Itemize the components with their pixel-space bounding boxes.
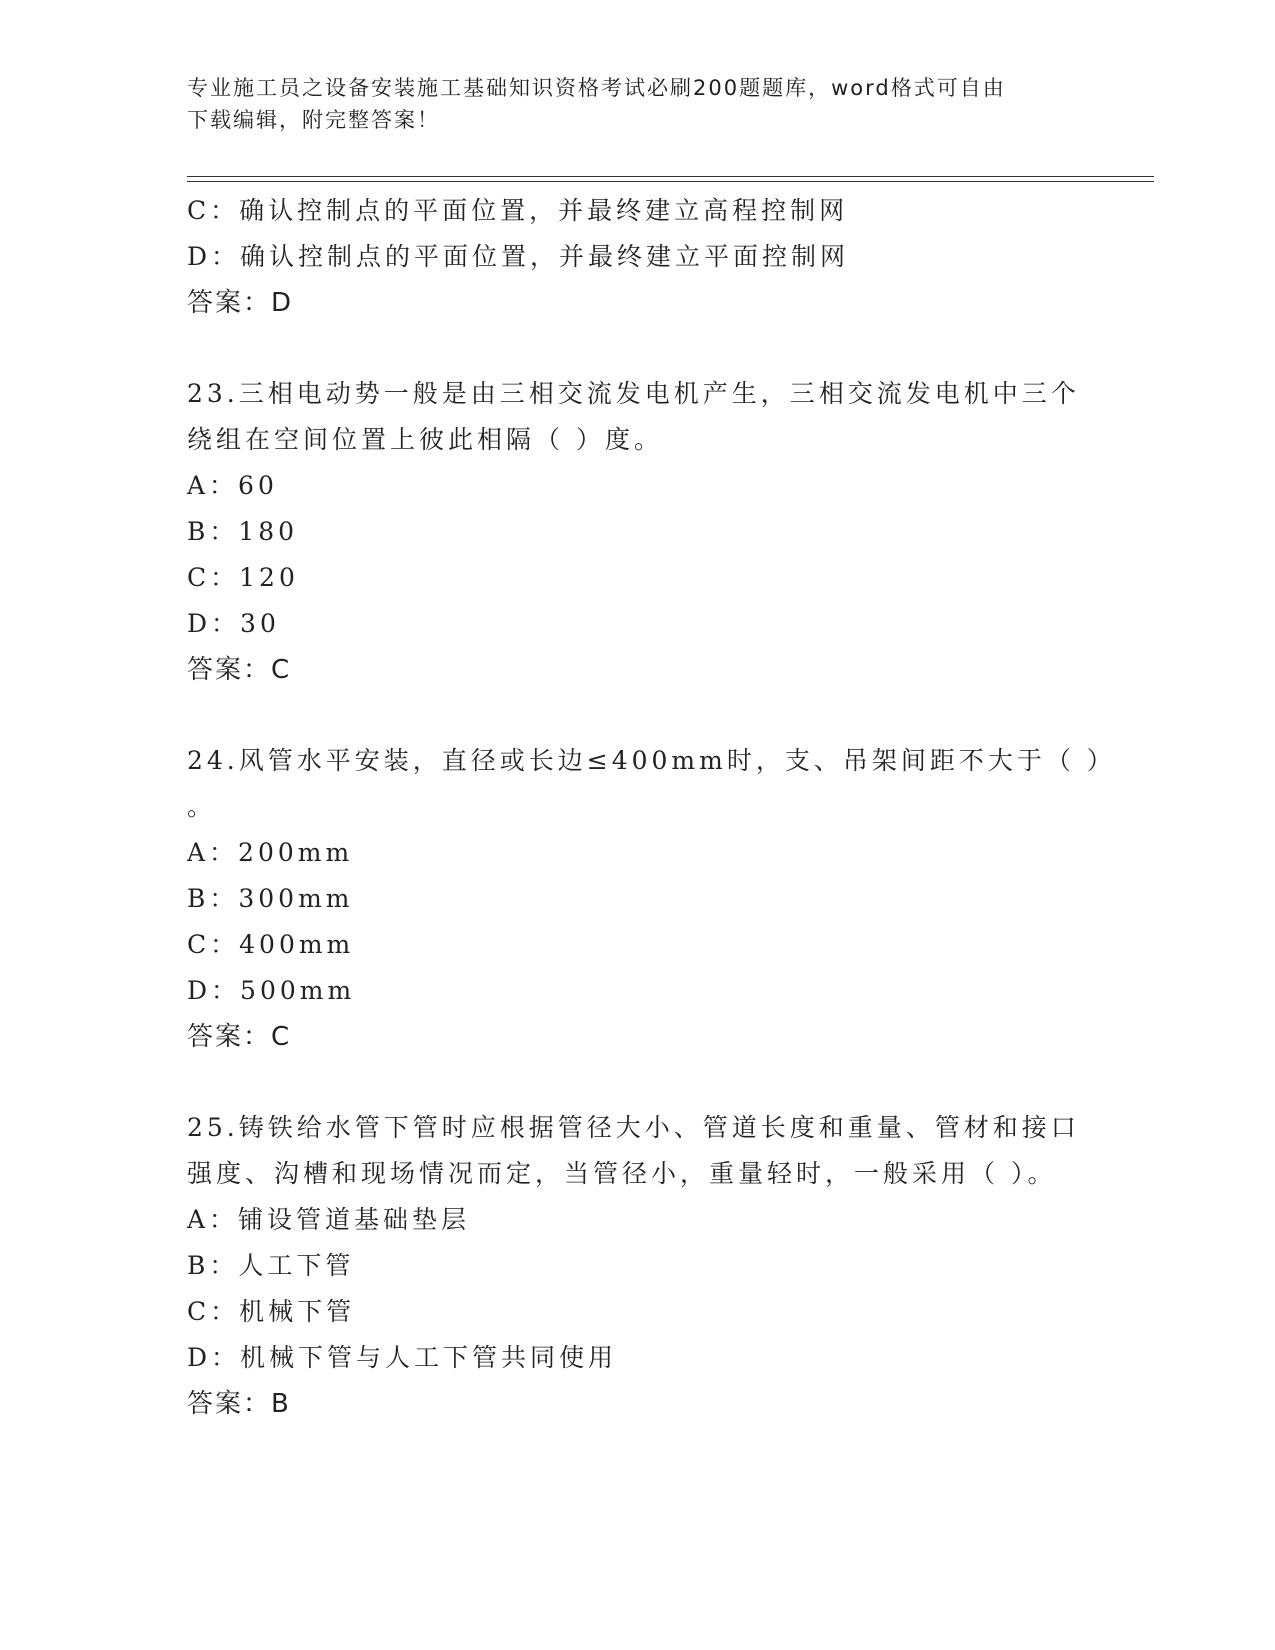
question-text-line-2: 绕组在空间位置上彼此相隔（ ）度。	[187, 425, 663, 454]
question-text-line-1: 24.风管水平安装，直径或长边≤400mm时，支、吊架间距不大于（ ）	[187, 746, 1116, 775]
document-header	[187, 72, 1067, 136]
option-c: C：确认控制点的平面位置，并最终建立高程控制网	[187, 196, 849, 225]
answer-line: 答案：B	[187, 1389, 291, 1419]
header-line-2: 下载编辑，附完整答案！	[187, 108, 440, 132]
header-line-1: 专业施工员之设备安装施工基础知识资格考试必刷200题题库，word格式可自由	[187, 76, 1006, 100]
question-text-line-2: 。	[187, 792, 217, 821]
question-text-line-1: 23.三相电动势一般是由三相交流发电机产生，三相交流发电机中三个	[187, 379, 1080, 408]
header-divider-thick	[187, 176, 1154, 177]
answer-line: 答案：D	[187, 288, 294, 318]
answer-line: 答案：C	[187, 1022, 292, 1052]
option-d: D：确认控制点的平面位置，并最终建立平面控制网	[187, 242, 850, 271]
header-divider-thin	[187, 181, 1154, 182]
option-b: B：180	[187, 517, 299, 546]
question-25	[187, 1105, 1087, 1427]
question-24	[187, 738, 1116, 1060]
question-23	[187, 371, 1087, 693]
spacer	[187, 693, 1087, 738]
question-22	[187, 188, 1087, 326]
option-d: D：500mm	[187, 976, 356, 1005]
spacer	[187, 1060, 1087, 1105]
option-d: D：机械下管与人工下管共同使用	[187, 1343, 618, 1372]
option-d: D：30	[187, 609, 280, 638]
option-a: A：铺设管道基础垫层	[187, 1205, 471, 1234]
option-b: B：人工下管	[187, 1251, 355, 1280]
question-text-line-1: 25.铸铁给水管下管时应根据管径大小、管道长度和重量、管材和接口	[187, 1113, 1080, 1142]
option-c: C：120	[187, 563, 299, 592]
answer-line: 答案：C	[187, 655, 292, 685]
spacer	[187, 326, 1087, 371]
option-c: C：400mm	[187, 930, 355, 959]
option-a: A：200mm	[187, 838, 354, 867]
option-b: B：300mm	[187, 884, 354, 913]
option-c: C：机械下管	[187, 1297, 356, 1326]
option-a: A：60	[187, 471, 278, 500]
question-list	[187, 188, 1116, 1427]
question-text-line-2: 强度、沟槽和现场情况而定，当管径小，重量轻时，一般采用（ ）。	[187, 1159, 1057, 1188]
